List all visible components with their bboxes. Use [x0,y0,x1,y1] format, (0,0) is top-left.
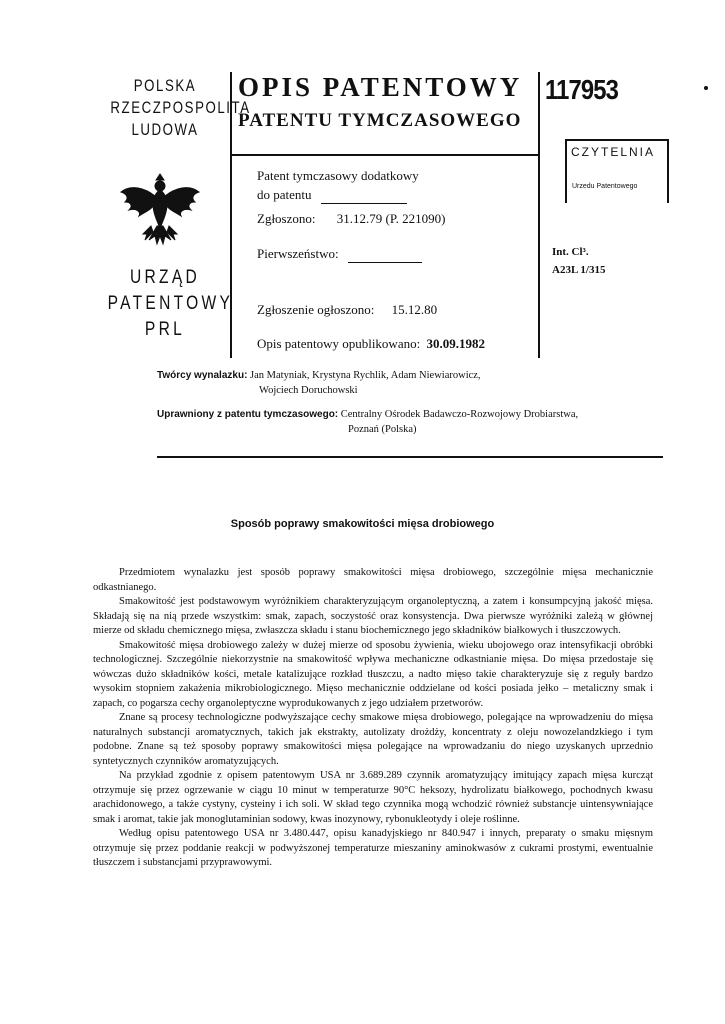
country-name [110,75,251,141]
authors-divider [157,456,663,458]
published-value: 30.09.1982 [426,336,485,351]
country-line: RZECZPOSPOLITA [110,98,251,117]
additional-patent-label: Patent tymczasowy dodatkowy [257,168,419,183]
creators-row [157,368,677,383]
document-subtitle: PATENTU TYMCZASOWEGO [238,110,522,131]
priority-blank [348,246,422,263]
margin-dot [704,86,708,90]
patent-office-name [107,265,234,343]
polish-eagle-emblem-icon [115,170,205,250]
announced-value: 15.12.80 [391,302,438,317]
published-label: Opis patentowy opublikowano: [257,336,421,351]
creators-line2: Wojciech Doruchowski [259,385,358,396]
patent-number: 117953 [545,74,619,105]
announced-label: Zgłoszenie ogłoszono: [257,302,375,317]
holder-line1: Centralny Ośrodek Badawczo-Rozwojowy Drobiarstwa, [340,409,579,420]
int-cl-code: A23L 1/315 [552,264,606,276]
description-body [93,566,653,871]
paragraph: Smakowitość jest podstawowym wyróżnikiem charakteryzującym organoleptyczną, a zatem i konsumpcyjną jakość mięsa. Składają się na nią przede wszystkim: smak, zapach, soczystość oraz konsystencja. Dwa pierwsze wyróżniki zależą w głównej mierze od składu chemicznego mięsa, zwłaszcza składu i stanu biochemicznego jego składników białkowych i tłuszczowych. [93,596,653,636]
to-patent-field [257,187,407,204]
office-line: PRL [144,319,186,340]
to-patent-blank [321,187,407,204]
office-line: URZĄD [129,267,201,288]
to-patent-label: do patentu [257,187,312,202]
stamp-subtitle: Urzedu Patentowego [572,183,638,190]
published-field [257,336,485,352]
country-line: LUDOWA [131,120,199,139]
filed-field [257,211,445,227]
right-vertical-rule [538,72,540,358]
left-vertical-rule [230,72,232,358]
priority-field [257,246,422,263]
paragraph: Znane są procesy technologiczne podwyższające cechy smakowe mięsa drobiowego, polegające na wprowadzeniu do mięsa naturalnych substancji aromatycznych, takich jak ekstrakty, autolizaty drożdży, koncentraty z oleju nowozelandzkiego i tym podobne. Znane są też sposoby poprawy smakowitości mięsa polegające na wprowadzaniu do niego uzyskanych uprzednio syntetycznych czynników aromatyzujących. [93,712,653,767]
invention-title: Sposób poprawy smakowitości mięsa drobiowego [230,518,495,530]
creators-label: Twórcy wynalazku: [157,370,248,381]
authors-block [157,368,677,437]
country-line: POLSKA [133,76,197,95]
filed-value: 31.12.79 (P. 221090) [336,211,446,226]
holder-line2: Poznań (Polska) [348,424,417,435]
paragraph: Na przykład zgodnie z opisem patentowym USA nr 3.689.289 czynnik aromatyzujący imitujący zapach mięsa kurcząt otrzymuje się przez ogrzewanie w ciągu 10 minut w temperaturze 90°C heksozy, hydrolizatu białkowego, pochodnych kwasu arachidonowego, a także cystyny, cysteiny i ich soli. W skład tego czynnika mogą wchodzić również substancje uintensywniające smak i aromat, takie jak monoglutaminian sodowy, kwas inozynowy, rybonukleotydy i oleje roślinne. [93,770,653,825]
title-underline [232,154,538,156]
paragraph: Smakowitość mięsa drobiowego zależy w dużej mierze od sposobu żywienia, wieku ubojowego oraz intensyfikacji obróbki technologicznej. Szczególnie niekorzystnie na smakowitość wpływa mechaniczne odkastnianie mięsa. Do mięsa przedostaje się wówczas dużo składników kości, metale katalizujące rozkład tłuszczu, a nadto mięso takie charakteryzuje się z reguły bardzo wysokim stopniem zakażenia mikrobiologicznego. Mięso mechanicznie oddzielane od kości posiada jełko – metaliczny smak i zapach, co pogarsza cechy organoleptyczne wyprodukowanych z jego udziałem przetworów. [93,639,653,709]
paragraph: Według opisu patentowego USA nr 3.480.447, opisu kanadyjskiego nr 840.947 i innych, preparaty o smaku mięsnym otrzymuje się przez poddanie reakcji w podwyższonej temperaturze mieszaniny aminokwasów z cukrami prostymi, ewentualnie tłuszczem i substancjami przyprawowymi. [93,828,653,868]
priority-label: Pierwszeństwo: [257,246,339,261]
holder-row [157,407,677,422]
office-line: PATENTOWY [107,293,234,314]
reading-room-stamp [565,139,669,203]
holder-label: Uprawniony z patentu tymczasowego: [157,409,339,420]
int-cl-label: Int. Cl³. [552,246,589,258]
paragraph: Przedmiotem wynalazku jest sposób poprawy smakowitości mięsa drobiowego, szczególnie mięsa mechanicznie odkastnianego. [93,567,653,593]
announced-field [257,302,437,318]
filed-label: Zgłoszono: [257,211,316,226]
document-title: OPIS PATENTOWY [238,72,523,102]
stamp-title: CZYTELNIA [571,145,656,159]
creators-line1: Jan Matyniak, Krystyna Rychlik, Adam Niewiarowicz, [250,370,481,381]
